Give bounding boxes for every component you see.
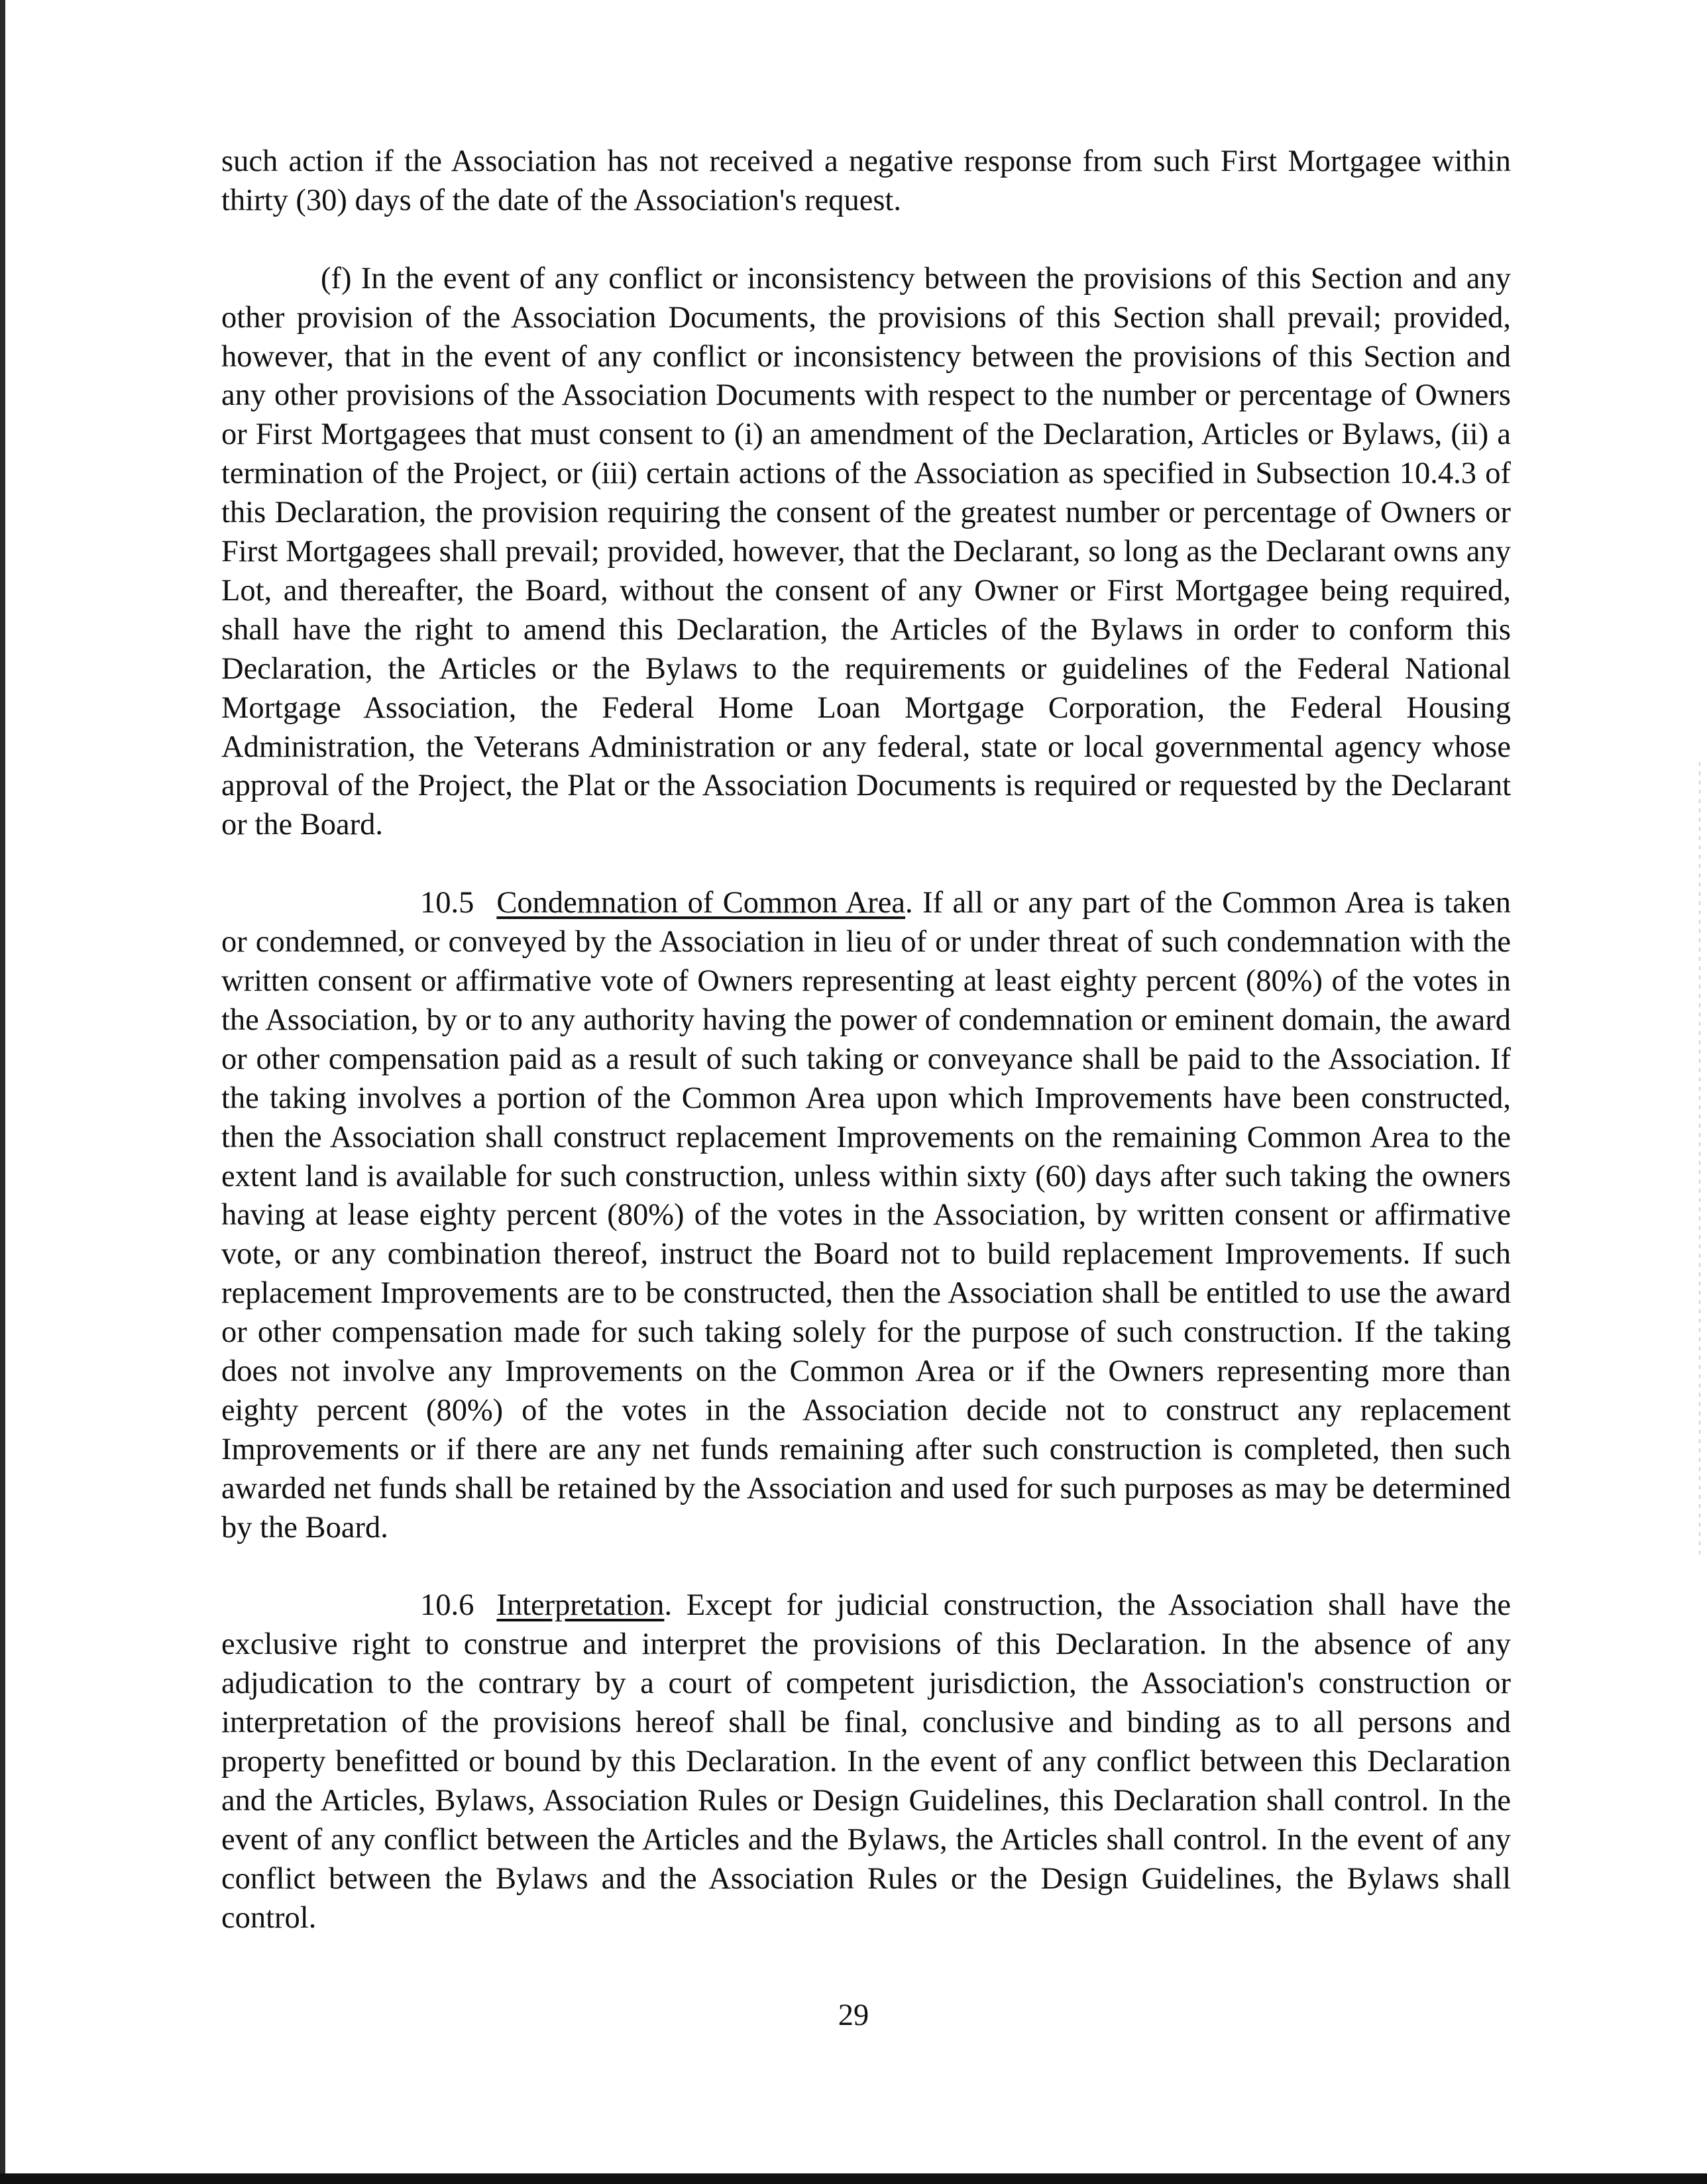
- paragraph-f: (f) In the event of any conflict or inconsistency between the provisions of this Section and any other provision of the Association Documents, the provisions of this Section shall prevail; provided, however, that in the event of any conflict or inconsistency between the provisions of this Section and any other provisions of the Association Documents with respect to the number or percentage of Owners or First Mortgagees that must consent to (i) an amendment of the Declaration, Articles or Bylaws, (ii) a termination of the Project, or (iii) certain actions of the Association as specified in Subsection 10.4.3 of this Declaration, the provision requiring the consent of the greatest number or percentage of Owners or First Mortgagees shall prevail; provided, however, that the Declarant, so long as the Declarant owns any Lot, and thereafter, the Board, without the consent of any Owner or First Mortgagee being required, shall have the right to amend this Declaration, the Articles of the Bylaws in order to conform this Declaration, the Articles or the Bylaws to the requirements or guidelines of the Federal National Mortgage Association, the Federal Home Loan Mortgage Corporation, the Federal Housing Administration, the Veterans Administration or any federal, state or local governmental agency whose approval of the Project, the Plat or the Association Documents is required or requested by the Declarant or the Board.: [221, 261, 1511, 842]
- section-10-5-number: 10.5: [420, 886, 474, 920]
- continuation-paragraph: such action if the Association has not received a negative response from such First Mortgagee within thirty (30) days of the date of the Association's request.: [221, 144, 1511, 217]
- page-number: 29: [838, 1998, 869, 2032]
- scan-right-margin-mark: [1699, 762, 1700, 1557]
- section-10-5-body: . If all or any part of the Common Area is taken or condemned, or conveyed by the Association in lieu of or under threat of such condemnation with the written consent or affirmative vote of Owners representing at least eighty percent (80%) of the votes in the Association, by or to any authority having the power of condemnation or eminent domain, the award or other compensation paid as a result of such taking or conveyance shall be paid to the Association. If the taking involves a portion of the Common Area upon which Improvements have been constructed, then the Association shall construct replacement Improvements on the remaining Common Area to the extent land is available for such construction, unless within sixty (60) days after such taking the owners having at lease eighty percent (80%) of the votes in the Association, by written consent or affirmative vote, or any combination thereof, instruct the Board not to build replacement Improvements. If such replacement Improvements are to be constructed, then the Association shall be entitled to use the award or other compensation made for such taking solely for the purpose of such construction. If the taking does not involve any Improvements on the Common Area or if the Owners representing more than eighty percent (80%) of the votes in the Association decide not to construct any replacement Improvements or if there are any net funds remaining after such construction is completed, then such awarded net funds shall be retained by the Association and used for such purposes as may be determined by the Board.: [221, 886, 1511, 1545]
- section-10-6: [221, 1586, 1511, 1938]
- section-10-5-heading: Condemnation of Common Area: [496, 886, 906, 920]
- document-page: [221, 142, 1511, 1938]
- section-10-5: [221, 884, 1511, 1547]
- section-10-6-number: 10.6: [420, 1588, 474, 1623]
- section-10-6-body: . Except for judicial construction, the Association shall have the exclusive right to construe and interpret the provisions of this Declaration. In the absence of any adjudication to the contrary by a court of competent jurisdiction, the Association's construction or interpretation of the provisions hereof shall be final, conclusive and binding as to all persons and property benefitted or bound by this Declaration. In the event of any conflict between this Declaration and the Articles, Bylaws, Association Rules or Design Guidelines, this Declaration shall control. In the event of any conflict between the Articles and the Bylaws, the Articles shall control. In the event of any conflict between the Bylaws and the Association Rules or the Design Guidelines, the Bylaws shall control.: [221, 1588, 1511, 1935]
- scan-left-edge: [0, 0, 5, 2184]
- scan-bottom-edge: [0, 2173, 1707, 2184]
- section-10-6-heading: Interpretation: [496, 1588, 665, 1623]
